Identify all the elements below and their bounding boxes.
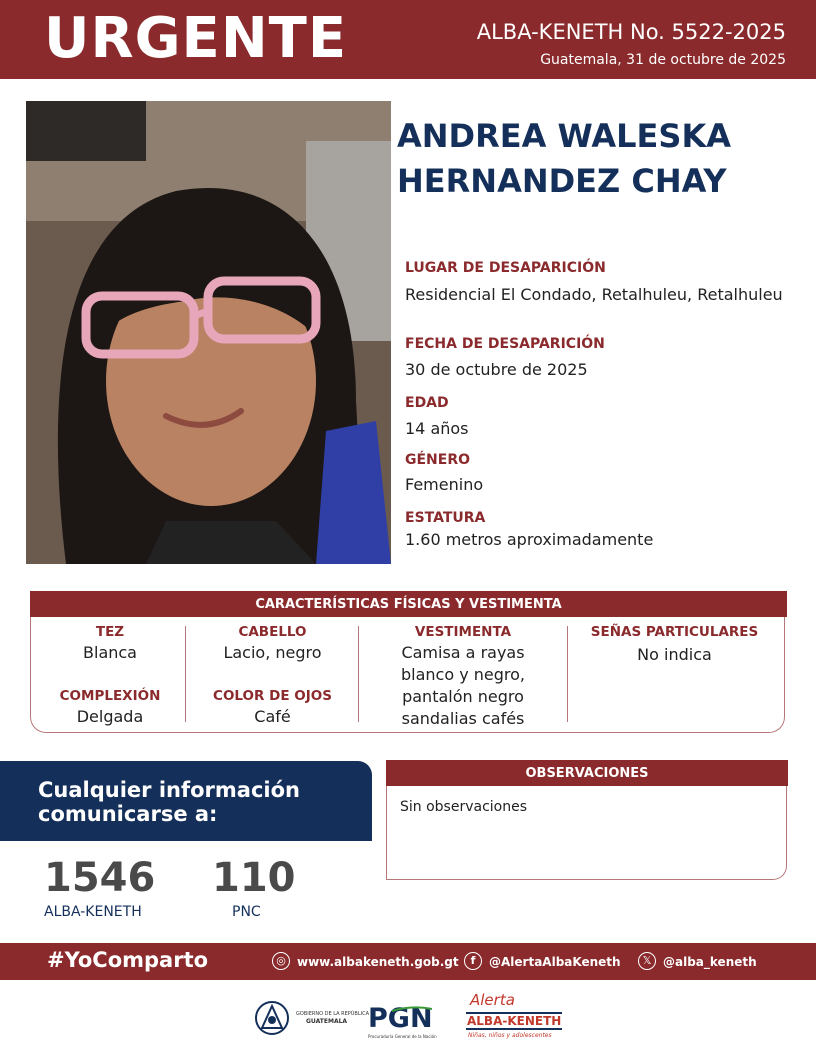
date-value: 30 de octubre de 2025: [405, 360, 588, 379]
x-link[interactable]: @alba_keneth: [663, 955, 757, 969]
characteristics-title: CARACTERÍSTICAS FÍSICAS Y VESTIMENTA: [30, 591, 787, 617]
contact-line1: Cualquier información: [38, 778, 300, 802]
facebook-icon: f: [464, 952, 482, 970]
alba-keneth-logo-sub: Niñas, niños y adolescentes: [468, 1032, 552, 1039]
observations-text: Sin observaciones: [400, 799, 528, 815]
contact-text: [38, 778, 300, 826]
pgn-swoosh-icon: [392, 998, 432, 1004]
complexion-label: COMPLEXIÓN: [59, 688, 161, 704]
clothing-line: sandalias cafés: [401, 709, 525, 728]
marks-label: SEÑAS PARTICULARES: [590, 624, 759, 640]
clothing-value: [365, 642, 561, 730]
alerta-logo-text: Alerta: [470, 991, 515, 1009]
clothing-label: VESTIMENTA: [414, 624, 512, 640]
case-number: ALBA-KENETH No. 5522-2025: [476, 20, 786, 44]
pgn-logo-sub: Procuraduría General de la Nación: [368, 1034, 437, 1039]
hair-value: Lacio, negro: [223, 643, 322, 662]
alba-keneth-number: 1546: [44, 855, 156, 901]
facebook-link[interactable]: @AlertaAlbaKeneth: [489, 955, 621, 969]
coat-of-arms-logo: [252, 998, 292, 1038]
gender-label: GÉNERO: [405, 452, 471, 468]
gov-logo-text-1: GOBIERNO DE LA REPÚBLICA: [296, 1011, 370, 1017]
height-value: 1.60 metros aproximadamente: [405, 530, 654, 549]
tez-label: TEZ: [95, 624, 125, 640]
hashtag: #YoComparto: [47, 948, 209, 972]
person-name: [397, 114, 807, 204]
eye-color-value: Café: [254, 707, 291, 726]
x-icon: 𝕏: [638, 952, 656, 970]
clothing-line: Camisa a rayas: [401, 643, 525, 662]
alba-keneth-logo: ALBA-KENETH: [467, 1014, 562, 1028]
eye-color-label: COLOR DE OJOS: [213, 688, 332, 704]
gov-logo-text-2: GUATEMALA: [306, 1018, 348, 1025]
pgn-logo: PGN: [368, 1003, 433, 1034]
urgent-title: URGENTE: [44, 6, 348, 71]
marks-value: No indica: [637, 645, 712, 664]
age-value: 14 años: [405, 419, 469, 438]
age-label: EDAD: [405, 395, 449, 411]
place-value: Residencial El Condado, Retalhuleu, Retalhuleu: [405, 285, 783, 304]
person-name-line2: HERNANDEZ CHAY: [397, 162, 727, 200]
clothing-line: pantalón negro: [402, 687, 524, 706]
complexion-value: Delgada: [76, 707, 144, 726]
divider: [358, 626, 359, 722]
website-link[interactable]: www.albakeneth.gob.gt: [297, 955, 459, 969]
divider: [567, 626, 568, 722]
gender-value: Femenino: [405, 475, 484, 494]
pnc-label: PNC: [232, 904, 261, 920]
tez-value: Blanca: [83, 643, 137, 662]
place-label: LUGAR DE DESAPARICIÓN: [405, 260, 606, 276]
height-label: ESTATURA: [405, 510, 486, 526]
date-label: FECHA DE DESAPARICIÓN: [405, 336, 605, 352]
missing-person-photo: [26, 101, 391, 564]
observations-title: OBSERVACIONES: [386, 760, 788, 786]
alba-keneth-label: ALBA-KENETH: [44, 904, 142, 920]
issue-date: Guatemala, 31 de octubre de 2025: [540, 52, 786, 68]
contact-line2: comunicarse a:: [38, 802, 218, 826]
divider: [185, 626, 186, 722]
hair-label: CABELLO: [238, 624, 307, 640]
clothing-line: blanco y negro,: [400, 665, 525, 684]
person-name-line1: ANDREA WALESKA: [397, 117, 731, 155]
globe-icon: ◎: [272, 952, 290, 970]
pnc-number: 110: [212, 855, 296, 901]
